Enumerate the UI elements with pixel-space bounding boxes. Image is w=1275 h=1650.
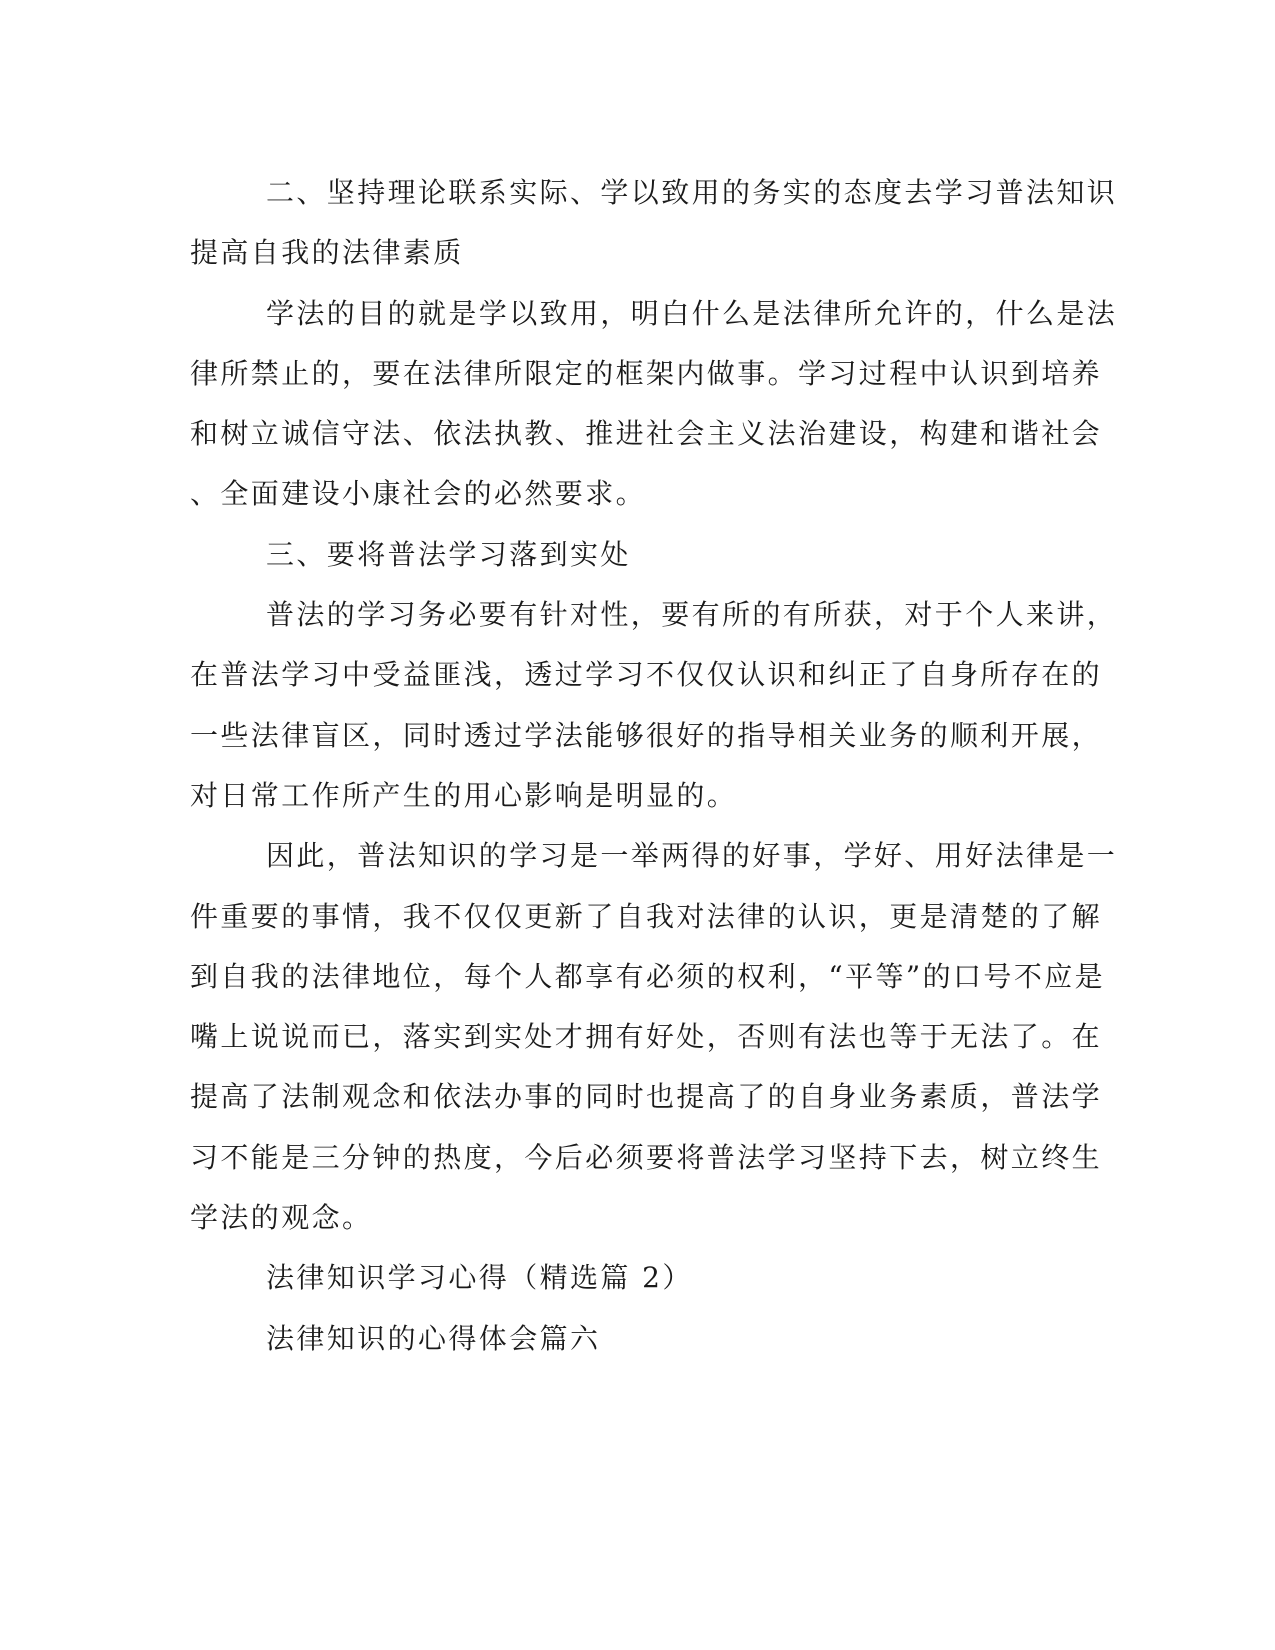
paragraph-line: 普法的学习务必要有针对性，要有所的有所获，对于个人来讲，	[266, 598, 1118, 632]
paragraph-line: 在普法学习中受益匪浅，透过学习不仅仅认识和纠正了自身所存在的	[190, 658, 1103, 692]
paragraph-line: 和树立诚信守法、依法执教、推进社会主义法治建设，构建和谐社会	[190, 417, 1103, 451]
paragraph-line: 因此，普法知识的学习是一举两得的好事，学好、用好法律是一	[266, 839, 1118, 873]
paragraph-line: 律所禁止的，要在法律所限定的框架内做事。学习过程中认识到培养	[190, 356, 1103, 390]
paragraph-line: 学法的观念。	[190, 1201, 373, 1235]
section-heading-2: 二、坚持理论联系实际、学以致用的务实的态度去学习普法知识	[266, 176, 1118, 209]
paragraph-line: 习不能是三分钟的热度，今后必须要将普法学习坚持下去，树立终生	[190, 1140, 1103, 1174]
paragraph-line: 对日常工作所产生的用心影响是明显的。	[190, 778, 738, 812]
paragraph-line: 嘴上说说而已，落实到实处才拥有好处，否则有法也等于无法了。在	[190, 1020, 1103, 1054]
paragraph-line: 一些法律盲区，同时透过学法能够很好的指导相关业务的顺利开展，	[190, 718, 1103, 752]
paragraph-line: 到自我的法律地位，每个人都享有必须的权利，“平等”的口号不应是	[190, 959, 1106, 993]
article-subtitle: 法律知识的心得体会篇六	[266, 1321, 601, 1355]
document-body	[190, 163, 1118, 1369]
section-heading-2-cont: 提高自我的法律素质	[190, 236, 464, 270]
paragraph-line: 件重要的事情，我不仅仅更新了自我对法律的认识，更是清楚的了解	[190, 899, 1103, 933]
paragraph-line: 、全面建设小康社会的必然要求。	[190, 477, 647, 511]
paragraph-line: 提高了法制观念和依法办事的同时也提高了的自身业务素质，普法学	[190, 1080, 1103, 1114]
section-heading-3: 三、要将普法学习落到实处	[266, 537, 631, 571]
article-title: 法律知识学习心得（精选篇 2）	[266, 1261, 693, 1295]
paragraph-line: 学法的目的就是学以致用，明白什么是法律所允许的，什么是法	[266, 296, 1118, 330]
